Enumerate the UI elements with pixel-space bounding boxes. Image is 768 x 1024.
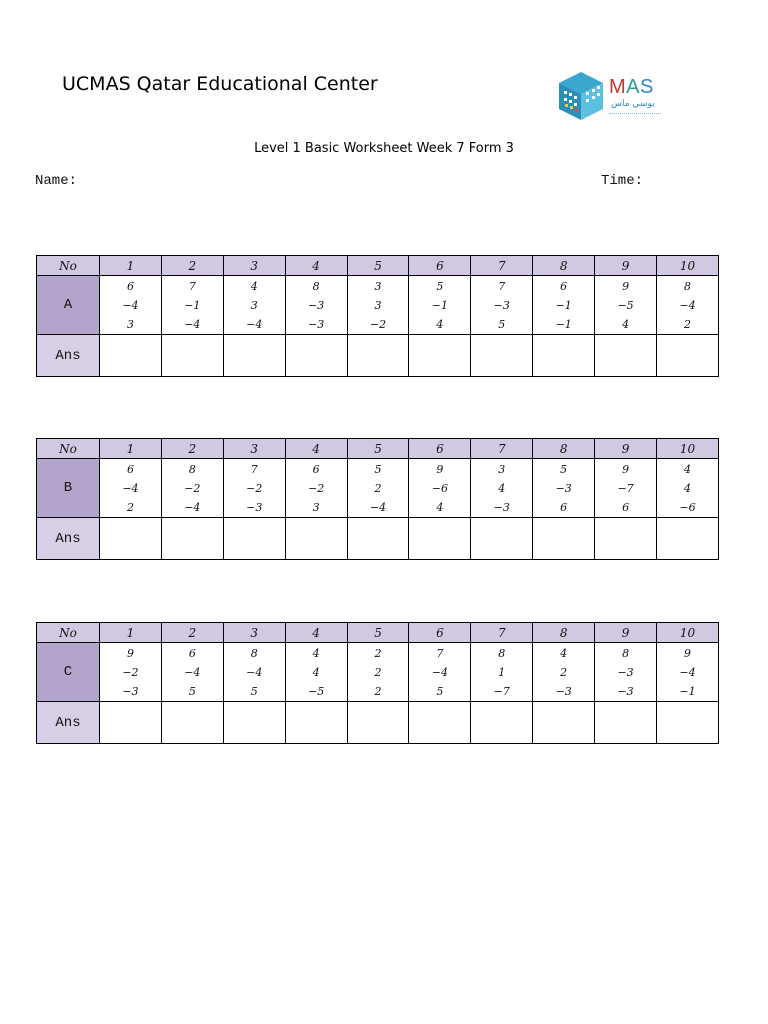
answer-box-7[interactable] [471,518,533,560]
problem-number: −3 [246,500,263,514]
column-header-5: 5 [347,623,409,643]
problem-number: 3 [374,298,382,312]
problem-number: −4 [184,500,201,514]
problem-number: −3 [617,684,634,698]
problem-number: 4 [622,317,630,331]
problem-cell-1 [100,643,162,702]
answer-box-4[interactable] [285,335,347,377]
problem-number: 2 [560,665,568,679]
problem-number: −4 [679,298,696,312]
answer-box-10[interactable] [657,702,719,744]
problem-cell-9 [595,643,657,702]
table-header-row [37,623,719,643]
problem-number: −1 [679,684,696,698]
column-header-7: 7 [471,623,533,643]
problem-number: −1 [431,298,448,312]
answer-box-8[interactable] [533,518,595,560]
ans-label: Ans [37,702,100,744]
problem-cell-6 [409,459,471,518]
problem-number: 8 [188,462,196,476]
problem-number: 9 [622,462,630,476]
answer-box-4[interactable] [285,518,347,560]
problem-number: −7 [493,684,510,698]
problem-number: 6 [188,646,196,660]
column-header-9: 9 [595,439,657,459]
answer-box-3[interactable] [223,702,285,744]
problem-number: 6 [312,462,320,476]
problem-number: 7 [250,462,258,476]
problem-number: −1 [184,298,201,312]
column-header-1: 1 [100,439,162,459]
answer-box-1[interactable] [100,335,162,377]
column-header-10: 10 [657,256,719,276]
column-header-1: 1 [100,256,162,276]
problem-number: −4 [246,665,263,679]
problem-number: 9 [126,646,134,660]
worksheet-table-c [36,622,719,744]
answer-box-7[interactable] [471,335,533,377]
problem-cell-5 [347,276,409,335]
column-header-6: 6 [409,256,471,276]
problem-number: 6 [560,500,568,514]
problem-cell-2 [161,459,223,518]
column-header-1: 1 [100,623,162,643]
problem-cell-8 [533,643,595,702]
problem-cell-7 [471,459,533,518]
problem-number: 4 [684,481,691,495]
problem-cell-6 [409,643,471,702]
problem-cell-4 [285,459,347,518]
answer-box-6[interactable] [409,335,471,377]
problem-number: 4 [684,462,691,476]
problem-number: −4 [246,317,263,331]
problem-number: −5 [617,298,634,312]
problem-cell-7 [471,276,533,335]
column-header-4: 4 [285,439,347,459]
answer-box-6[interactable] [409,702,471,744]
column-header-5: 5 [347,256,409,276]
answer-box-2[interactable] [161,518,223,560]
problem-number: 3 [374,279,382,293]
problem-number: 2 [374,481,382,495]
ans-label: Ans [37,335,100,377]
answer-box-8[interactable] [533,335,595,377]
problem-number: 9 [622,279,630,293]
column-header-9: 9 [595,623,657,643]
column-header-6: 6 [409,439,471,459]
problem-number: 5 [188,684,196,698]
logo-letter-m: M [609,76,627,98]
problem-number: 3 [312,500,320,514]
problem-number: −3 [308,298,325,312]
time-label: Time: [601,173,644,189]
answer-box-1[interactable] [100,518,162,560]
answer-row [37,518,719,560]
problem-number: 2 [374,646,382,660]
problem-number: 3 [498,462,506,476]
problem-cell-6 [409,276,471,335]
problem-number: −2 [122,665,139,679]
problem-cell-3 [223,643,285,702]
answer-box-5[interactable] [347,335,409,377]
problem-number: −3 [617,665,634,679]
column-header-no: No [37,439,100,459]
column-header-9: 9 [595,256,657,276]
problems-row [37,643,719,702]
answer-box-2[interactable] [161,702,223,744]
answer-row [37,335,719,377]
column-header-3: 3 [223,439,285,459]
logo-letter-s: S [640,76,654,98]
column-header-10: 10 [657,623,719,643]
problem-number: 3 [250,298,258,312]
problem-cell-9 [595,459,657,518]
problem-number: −4 [184,665,201,679]
answer-box-3[interactable] [223,335,285,377]
problem-number: 9 [436,462,444,476]
problem-cell-3 [223,276,285,335]
answer-box-10[interactable] [657,335,719,377]
problems-row [37,276,719,335]
problem-number: 1 [498,665,506,679]
problem-number: 8 [312,279,320,293]
worksheet-table-a [36,255,719,377]
section-label: A [37,276,100,335]
problem-number: 8 [498,646,506,660]
problem-number: −3 [122,684,139,698]
answer-box-1[interactable] [100,702,162,744]
problem-number: −6 [679,500,696,514]
problem-cell-1 [100,459,162,518]
problem-cell-9 [595,276,657,335]
problem-cell-1 [100,276,162,335]
problem-number: 4 [498,481,506,495]
abacus-cube-logo-icon [555,70,607,122]
answer-box-5[interactable] [347,702,409,744]
problem-number: −3 [555,684,572,698]
problem-number: −1 [555,298,572,312]
name-label: Name: [35,173,78,189]
problem-number: 6 [560,279,568,293]
answer-box-6[interactable] [409,518,471,560]
answer-box-2[interactable] [161,335,223,377]
problem-number: 6 [126,279,134,293]
worksheet-table-b [36,438,719,560]
problem-cell-2 [161,276,223,335]
problem-number: −4 [122,481,139,495]
logo-letter-a: A [626,76,641,98]
page-title: UCMAS Qatar Educational Center [62,73,378,95]
problem-number: −6 [431,481,448,495]
column-header-7: 7 [471,256,533,276]
problem-number: 8 [622,646,630,660]
column-header-10: 10 [657,439,719,459]
problems-row [37,459,719,518]
column-header-8: 8 [533,439,595,459]
problem-number: −4 [369,500,387,514]
problem-number: 4 [312,646,320,660]
worksheet-title: Level 1 Basic Worksheet Week 7 Form 3 [254,141,514,156]
problem-number: 2 [374,665,382,679]
problem-number: −2 [308,481,325,495]
problem-number: −4 [431,665,448,679]
problem-number: 4 [250,279,258,293]
column-header-7: 7 [471,439,533,459]
problem-number: 6 [622,500,630,514]
column-header-2: 2 [161,439,223,459]
problem-number: −3 [308,317,325,331]
problem-number: −5 [308,684,325,698]
problem-number: 5 [436,279,444,293]
problem-number: 4 [560,646,568,660]
problem-cell-10 [657,459,719,518]
column-header-no: No [37,623,100,643]
logo-arabic-text: يوسي ماس [611,99,655,109]
problem-number: 4 [436,500,444,514]
answer-row [37,702,719,744]
problem-number: 9 [684,646,691,660]
problem-cell-4 [285,276,347,335]
problem-number: 5 [374,462,382,476]
problem-number: 8 [250,646,258,660]
problem-cell-8 [533,276,595,335]
problem-number: 2 [374,684,382,698]
problem-number: 4 [436,317,444,331]
problem-number: 7 [436,646,444,660]
table-header-row [37,439,719,459]
logo-wordmark [609,76,654,99]
problem-cell-8 [533,459,595,518]
column-header-4: 4 [285,623,347,643]
problem-cell-3 [223,459,285,518]
problem-number: 5 [498,317,506,331]
problem-number: −2 [184,481,201,495]
logo-tagline-line [609,113,661,116]
problem-number: −2 [369,317,387,331]
ucmas-logo [555,70,665,122]
section-label: B [37,459,100,518]
section-label: C [37,643,100,702]
problem-number: −4 [679,665,696,679]
problem-number: 7 [188,279,196,293]
problem-cell-5 [347,643,409,702]
problem-number: 6 [126,462,134,476]
answer-box-8[interactable] [533,702,595,744]
problem-cell-2 [161,643,223,702]
problem-cell-10 [657,276,719,335]
table-header-row [37,256,719,276]
problem-number: 4 [312,665,320,679]
problem-number: 5 [250,684,258,698]
answer-box-9[interactable] [595,335,657,377]
column-header-5: 5 [347,439,409,459]
problem-number: −3 [555,481,572,495]
problem-cell-5 [347,459,409,518]
problem-number: 2 [126,500,134,514]
column-header-4: 4 [285,256,347,276]
column-header-2: 2 [161,623,223,643]
answer-box-4[interactable] [285,702,347,744]
problem-number: 5 [560,462,568,476]
problem-number: −2 [246,481,263,495]
column-header-3: 3 [223,256,285,276]
column-header-3: 3 [223,623,285,643]
problem-number: 8 [684,279,691,293]
answer-box-10[interactable] [657,518,719,560]
answer-box-7[interactable] [471,702,533,744]
answer-box-3[interactable] [223,518,285,560]
problem-number: −3 [493,298,510,312]
problem-number: 2 [684,317,691,331]
answer-box-9[interactable] [595,702,657,744]
problem-number: −7 [617,481,634,495]
answer-box-9[interactable] [595,518,657,560]
problem-cell-4 [285,643,347,702]
answer-box-5[interactable] [347,518,409,560]
column-header-2: 2 [161,256,223,276]
problem-cell-10 [657,643,719,702]
problem-number: 5 [436,684,444,698]
column-header-no: No [37,256,100,276]
column-header-8: 8 [533,623,595,643]
problem-number: −4 [184,317,201,331]
column-header-6: 6 [409,623,471,643]
problem-number: 3 [126,317,134,331]
ans-label: Ans [37,518,100,560]
problem-number: −3 [493,500,510,514]
column-header-8: 8 [533,256,595,276]
problem-cell-7 [471,643,533,702]
problem-number: −1 [555,317,572,331]
problem-number: 7 [498,279,506,293]
problem-number: −4 [122,298,139,312]
